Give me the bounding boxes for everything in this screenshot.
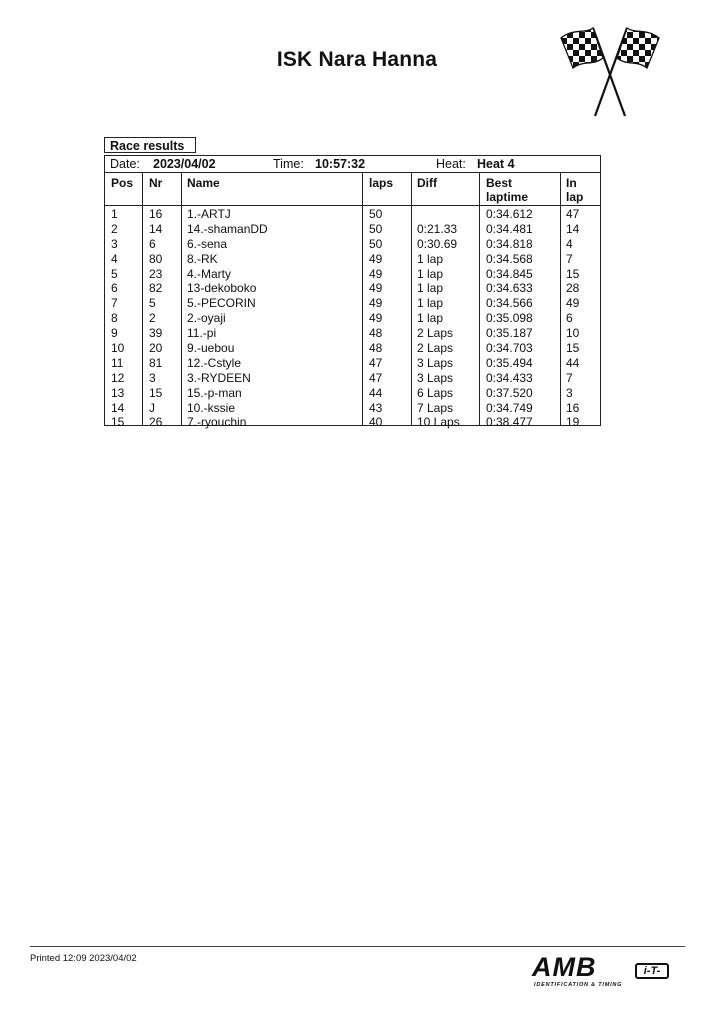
table-row [105, 386, 600, 401]
cell-diff: 1 lap [417, 266, 444, 281]
cell-pos: 5 [111, 266, 118, 281]
cell-diff: 1 lap [417, 311, 444, 326]
cell-name: 6.-sena [187, 236, 228, 251]
cell-best: 0:34.481 [486, 221, 533, 236]
cell-name: 1.-ARTJ [187, 207, 231, 221]
cell-name: 5.-PECORIN [187, 296, 256, 311]
cell-nr: 20 [149, 341, 163, 356]
table-body [105, 207, 600, 430]
cell-diff: 1 lap [417, 281, 444, 296]
cell-name: 13-dekoboko [187, 281, 257, 296]
cell-best: 0:34.845 [486, 266, 533, 281]
cell-nr: 80 [149, 251, 163, 266]
cell-nr: 82 [149, 281, 163, 296]
table-row [105, 252, 600, 267]
cell-diff: 0:21.33 [417, 221, 458, 236]
cell-laps: 40 [369, 415, 383, 430]
table-row [105, 281, 600, 296]
cell-name: 15.-p-man [187, 385, 242, 400]
cell-name: 3.-RYDEEN [187, 370, 251, 385]
cell-name: 11.-pi [187, 326, 217, 341]
amb-logo-it-badge: i-T- [635, 963, 669, 979]
cell-best: 0:35.494 [486, 355, 533, 370]
cell-best: 0:34.633 [486, 281, 533, 296]
date-value: 2023/04/02 [153, 157, 216, 171]
cell-best: 0:35.187 [486, 326, 533, 341]
cell-diff: 1 lap [417, 296, 444, 311]
page-title: ISK Nara Hanna [276, 48, 438, 71]
cell-inlap: 6 [566, 311, 573, 326]
col-diff: Diff [417, 176, 437, 190]
table-row [105, 311, 600, 326]
col-best-laptime: Best laptime [486, 176, 529, 204]
cell-best: 0:34.749 [486, 400, 533, 415]
table-row [105, 371, 600, 386]
cell-best: 0:35.098 [486, 311, 533, 326]
table-row [105, 401, 600, 416]
cell-pos: 6 [111, 281, 118, 296]
cell-nr: 26 [149, 415, 163, 430]
amb-logo [532, 952, 682, 996]
cell-diff: 6 Laps [417, 385, 454, 400]
cell-name: 7.-ryouchin [187, 415, 247, 430]
col-laps: laps [369, 176, 394, 190]
cell-inlap: 10 [566, 326, 580, 341]
cell-best: 0:34.818 [486, 236, 533, 251]
col-nr: Nr [149, 176, 163, 190]
cell-best: 0:37.520 [486, 385, 533, 400]
cell-nr: 16 [149, 207, 163, 221]
cell-nr: 3 [149, 370, 156, 385]
cell-laps: 49 [369, 266, 383, 281]
cell-best: 0:34.568 [486, 251, 533, 266]
cell-best: 0:34.703 [486, 341, 533, 356]
cell-pos: 1 [111, 207, 118, 221]
cell-diff: 0:30.69 [417, 236, 458, 251]
cell-pos: 8 [111, 311, 118, 326]
cell-pos: 12 [111, 370, 125, 385]
cell-inlap: 7 [566, 251, 573, 266]
results-table [104, 172, 601, 430]
cell-pos: 3 [111, 236, 118, 251]
cell-laps: 44 [369, 385, 383, 400]
table-row [105, 356, 600, 371]
table-row [105, 207, 600, 222]
cell-inlap: 4 [566, 236, 573, 251]
cell-laps: 48 [369, 326, 383, 341]
amb-logo-tagline: IDENTIFICATION & TIMING [534, 982, 623, 988]
table-row [105, 296, 600, 311]
cell-inlap: 49 [566, 296, 580, 311]
table-row [105, 267, 600, 282]
col-in-lap: In lap [566, 176, 584, 204]
cell-best: 0:34.566 [486, 296, 533, 311]
cell-inlap: 19 [566, 415, 580, 430]
cell-inlap: 7 [566, 370, 573, 385]
heat-value: Heat 4 [477, 157, 515, 171]
cell-inlap: 3 [566, 385, 573, 400]
col-pos: Pos [111, 176, 134, 190]
cell-name: 9.-uebou [187, 341, 235, 356]
table-row [105, 222, 600, 237]
table-row [105, 415, 600, 430]
cell-laps: 49 [369, 311, 383, 326]
footer-divider [30, 946, 685, 947]
cell-best: 0:34.612 [486, 207, 533, 221]
cell-laps: 49 [369, 251, 383, 266]
cell-nr: 15 [149, 385, 163, 400]
cell-laps: 47 [369, 370, 383, 385]
cell-inlap: 44 [566, 355, 580, 370]
cell-pos: 9 [111, 326, 118, 341]
table-row [105, 341, 600, 356]
cell-diff: 3 Laps [417, 370, 454, 385]
cell-nr: 5 [149, 296, 156, 311]
cell-pos: 2 [111, 221, 118, 236]
cell-pos: 15 [111, 415, 125, 430]
cell-pos: 7 [111, 296, 118, 311]
col-name: Name [187, 176, 220, 190]
cell-diff: 3 Laps [417, 355, 454, 370]
cell-pos: 10 [111, 341, 125, 356]
table-header [105, 173, 600, 206]
cell-best: 0:34.433 [486, 370, 533, 385]
cell-pos: 13 [111, 385, 125, 400]
cell-laps: 47 [369, 355, 383, 370]
cell-nr: 23 [149, 266, 163, 281]
table-row [105, 237, 600, 252]
race-info-bar [104, 155, 601, 173]
cell-diff: 2 Laps [417, 326, 454, 341]
cell-diff: 7 Laps [417, 400, 454, 415]
cell-name: 10.-kssie [187, 400, 236, 415]
heat-label: Heat: [436, 157, 466, 171]
cell-laps: 48 [369, 341, 383, 356]
cell-pos: 14 [111, 400, 125, 415]
cell-diff: 1 lap [417, 251, 444, 266]
cell-pos: 11 [111, 355, 124, 370]
cell-nr: 39 [149, 326, 163, 341]
cell-inlap: 47 [566, 207, 580, 221]
amb-logo-text: AMB [532, 952, 597, 982]
cell-inlap: 16 [566, 400, 580, 415]
cell-laps: 50 [369, 221, 383, 236]
cell-laps: 50 [369, 207, 383, 221]
checkered-flags-icon [555, 20, 665, 120]
cell-inlap: 28 [566, 281, 580, 296]
cell-inlap: 14 [566, 221, 580, 236]
cell-name: 4.-Marty [187, 266, 232, 281]
cell-laps: 43 [369, 400, 383, 415]
time-value: 10:57:32 [315, 157, 366, 171]
cell-name: 2.-oyaji [187, 311, 226, 326]
printed-timestamp: Printed 12:09 2023/04/02 [30, 953, 137, 964]
cell-nr: 2 [149, 311, 156, 326]
cell-inlap: 15 [566, 341, 580, 356]
cell-name: 12.-Cstyle [187, 355, 242, 370]
cell-pos: 4 [111, 251, 118, 266]
cell-inlap: 15 [566, 266, 580, 281]
cell-nr: J [149, 400, 155, 415]
cell-best: 0:38.477 [486, 415, 533, 430]
cell-nr: 81 [149, 355, 163, 370]
time-label: Time: [273, 157, 304, 171]
cell-name: 8.-RK [187, 251, 218, 266]
cell-laps: 50 [369, 236, 383, 251]
cell-diff: 10 Laps [417, 415, 460, 430]
cell-nr: 6 [149, 236, 156, 251]
cell-name: 14.-shamanDD [187, 221, 268, 236]
cell-diff: 2 Laps [417, 341, 454, 356]
date-label: Date: [110, 157, 140, 171]
cell-nr: 14 [149, 221, 163, 236]
race-results-label: Race results [104, 137, 196, 153]
cell-laps: 49 [369, 296, 383, 311]
cell-laps: 49 [369, 281, 383, 296]
table-row [105, 326, 600, 341]
